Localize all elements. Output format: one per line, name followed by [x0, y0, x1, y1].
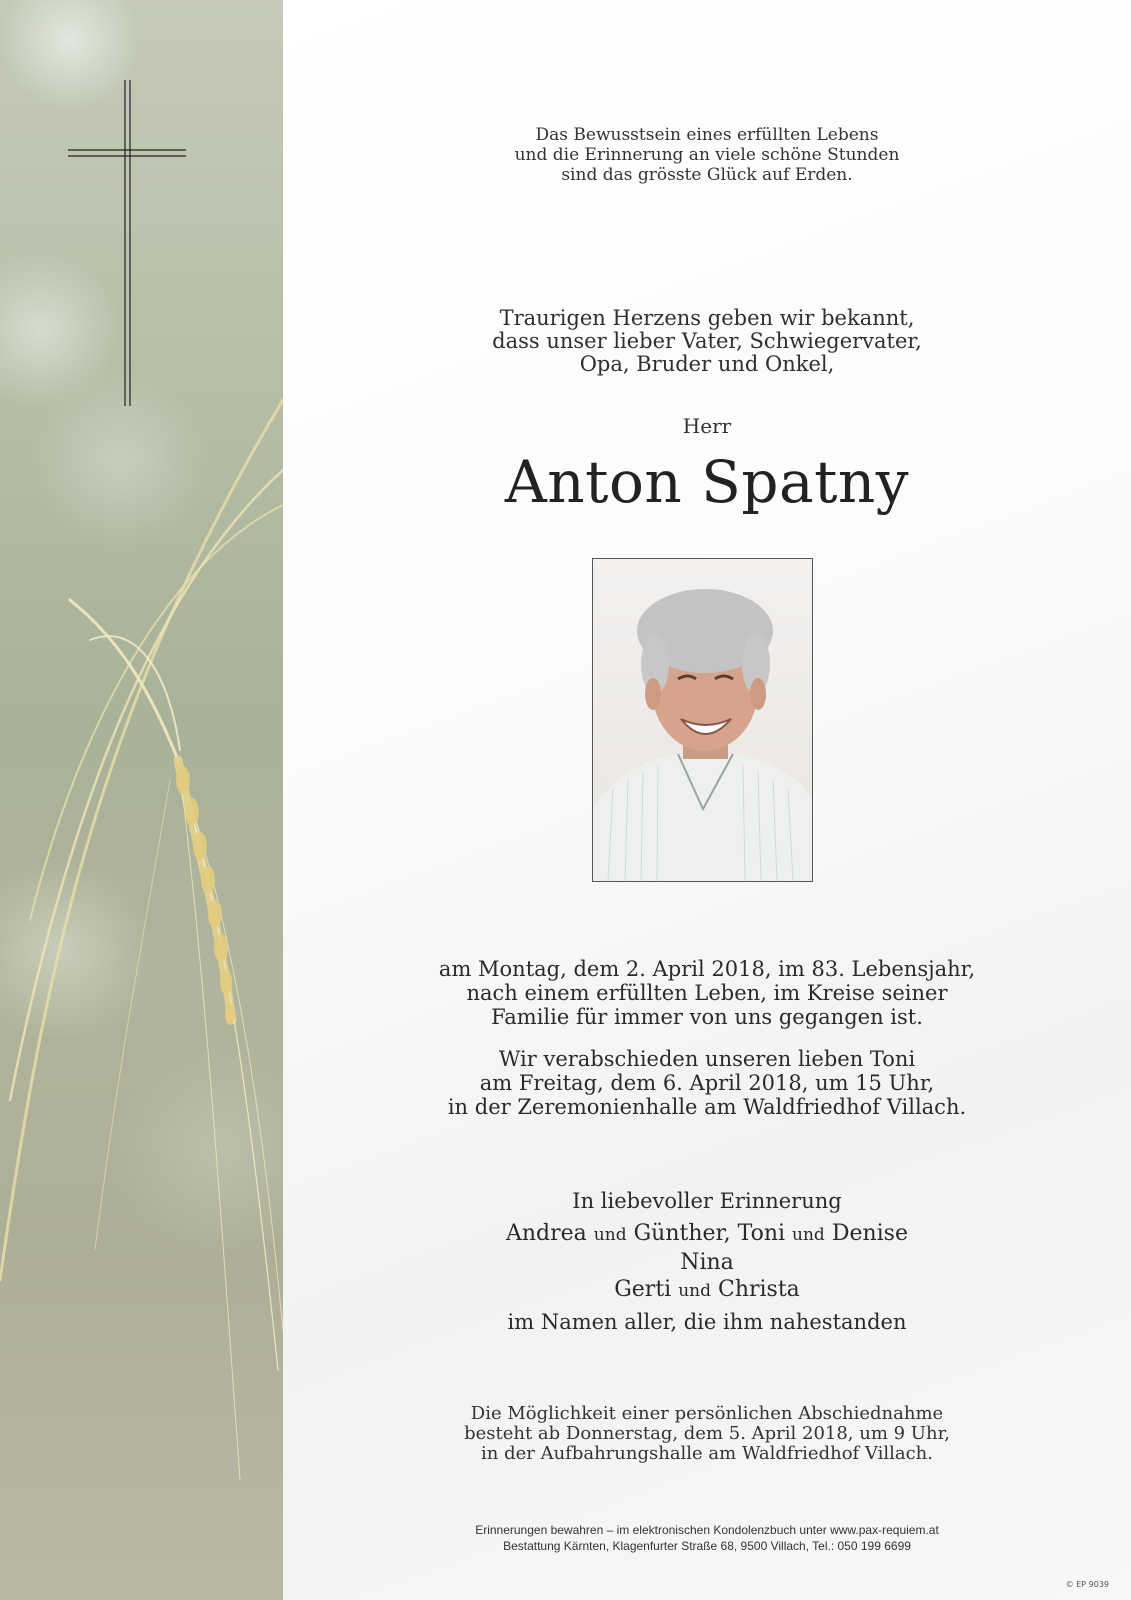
farewell-line: in der Zeremonienhalle am Waldfriedhof Villach.	[447, 1095, 967, 1119]
death-notice-line: Familie für immer von uns gegangen ist.	[491, 1005, 923, 1029]
death-notice	[283, 957, 1131, 1029]
decorative-sidebar	[0, 0, 283, 1600]
footer-line: Bestattung Kärnten, Klagenfurter Straße 68, 9500 Villach, Tel.: 050 199 6699	[503, 1539, 911, 1553]
viewing-line: Die Möglichkeit einer persönlichen Abschiednahme	[470, 1403, 944, 1424]
intro-line: dass unser lieber Vater, Schwiegervater,	[492, 329, 922, 353]
viewing-details	[283, 1404, 1131, 1464]
deceased-name: Anton Spatny	[504, 448, 910, 516]
conjunction: und	[792, 1225, 825, 1245]
mourners-row	[283, 1249, 1131, 1276]
salutation: Herr	[682, 414, 732, 438]
mourner-name: Günther, Toni	[633, 1221, 786, 1246]
footer	[283, 1522, 1131, 1554]
mourners-closing: im Namen aller, die ihm nahestanden	[507, 1310, 907, 1334]
motto-line: sind das grösste Glück auf Erden.	[561, 165, 853, 185]
death-notice-line: nach einem erfüllten Leben, im Kreise seiner	[466, 981, 948, 1005]
motto-line: und die Erinnerung an viele schöne Stunden	[514, 145, 900, 165]
intro-line: Traurigen Herzens geben wir bekannt,	[499, 306, 915, 330]
footer-line: Erinnerungen bewahren – im elektronischen Kondolenzbuch unter www.pax-requiem.at	[475, 1523, 939, 1537]
farewell-line: am Freitag, dem 6. April 2018, um 15 Uhr,	[479, 1071, 935, 1095]
cross-icon	[68, 80, 188, 410]
mourners-heading: In liebevoller Erinnerung	[572, 1189, 842, 1213]
print-code: © EP 9039	[1065, 1580, 1109, 1589]
conjunction: und	[678, 1281, 711, 1301]
conjunction: und	[593, 1225, 627, 1245]
mourner-name: Andrea	[506, 1221, 587, 1246]
viewing-line: besteht ab Donnerstag, dem 5. April 2018, um 9 Uhr,	[464, 1423, 950, 1444]
farewell-details	[283, 1047, 1131, 1119]
farewell-line: Wir verabschieden unseren lieben Toni	[498, 1047, 916, 1071]
mourners-list	[283, 1220, 1131, 1305]
motto	[283, 125, 1131, 185]
portrait-illustration	[593, 559, 812, 881]
mourner-name: Nina	[680, 1250, 734, 1275]
mourner-name: Gerti	[614, 1277, 672, 1302]
intro-line: Opa, Bruder und Onkel,	[579, 352, 835, 376]
death-notice-line: am Montag, dem 2. April 2018, im 83. Lebensjahr,	[438, 957, 976, 981]
motto-line: Das Bewusstsein eines erfüllten Lebens	[535, 125, 879, 145]
viewing-line: in der Aufbahrungshalle am Waldfriedhof Villach.	[481, 1443, 933, 1464]
mourners-row	[283, 1220, 1131, 1249]
mourner-name: Denise	[831, 1221, 908, 1246]
portrait-photo	[592, 558, 813, 882]
announcement-intro	[283, 307, 1131, 376]
mourner-name: Christa	[717, 1277, 800, 1302]
mourners-row	[283, 1276, 1131, 1305]
